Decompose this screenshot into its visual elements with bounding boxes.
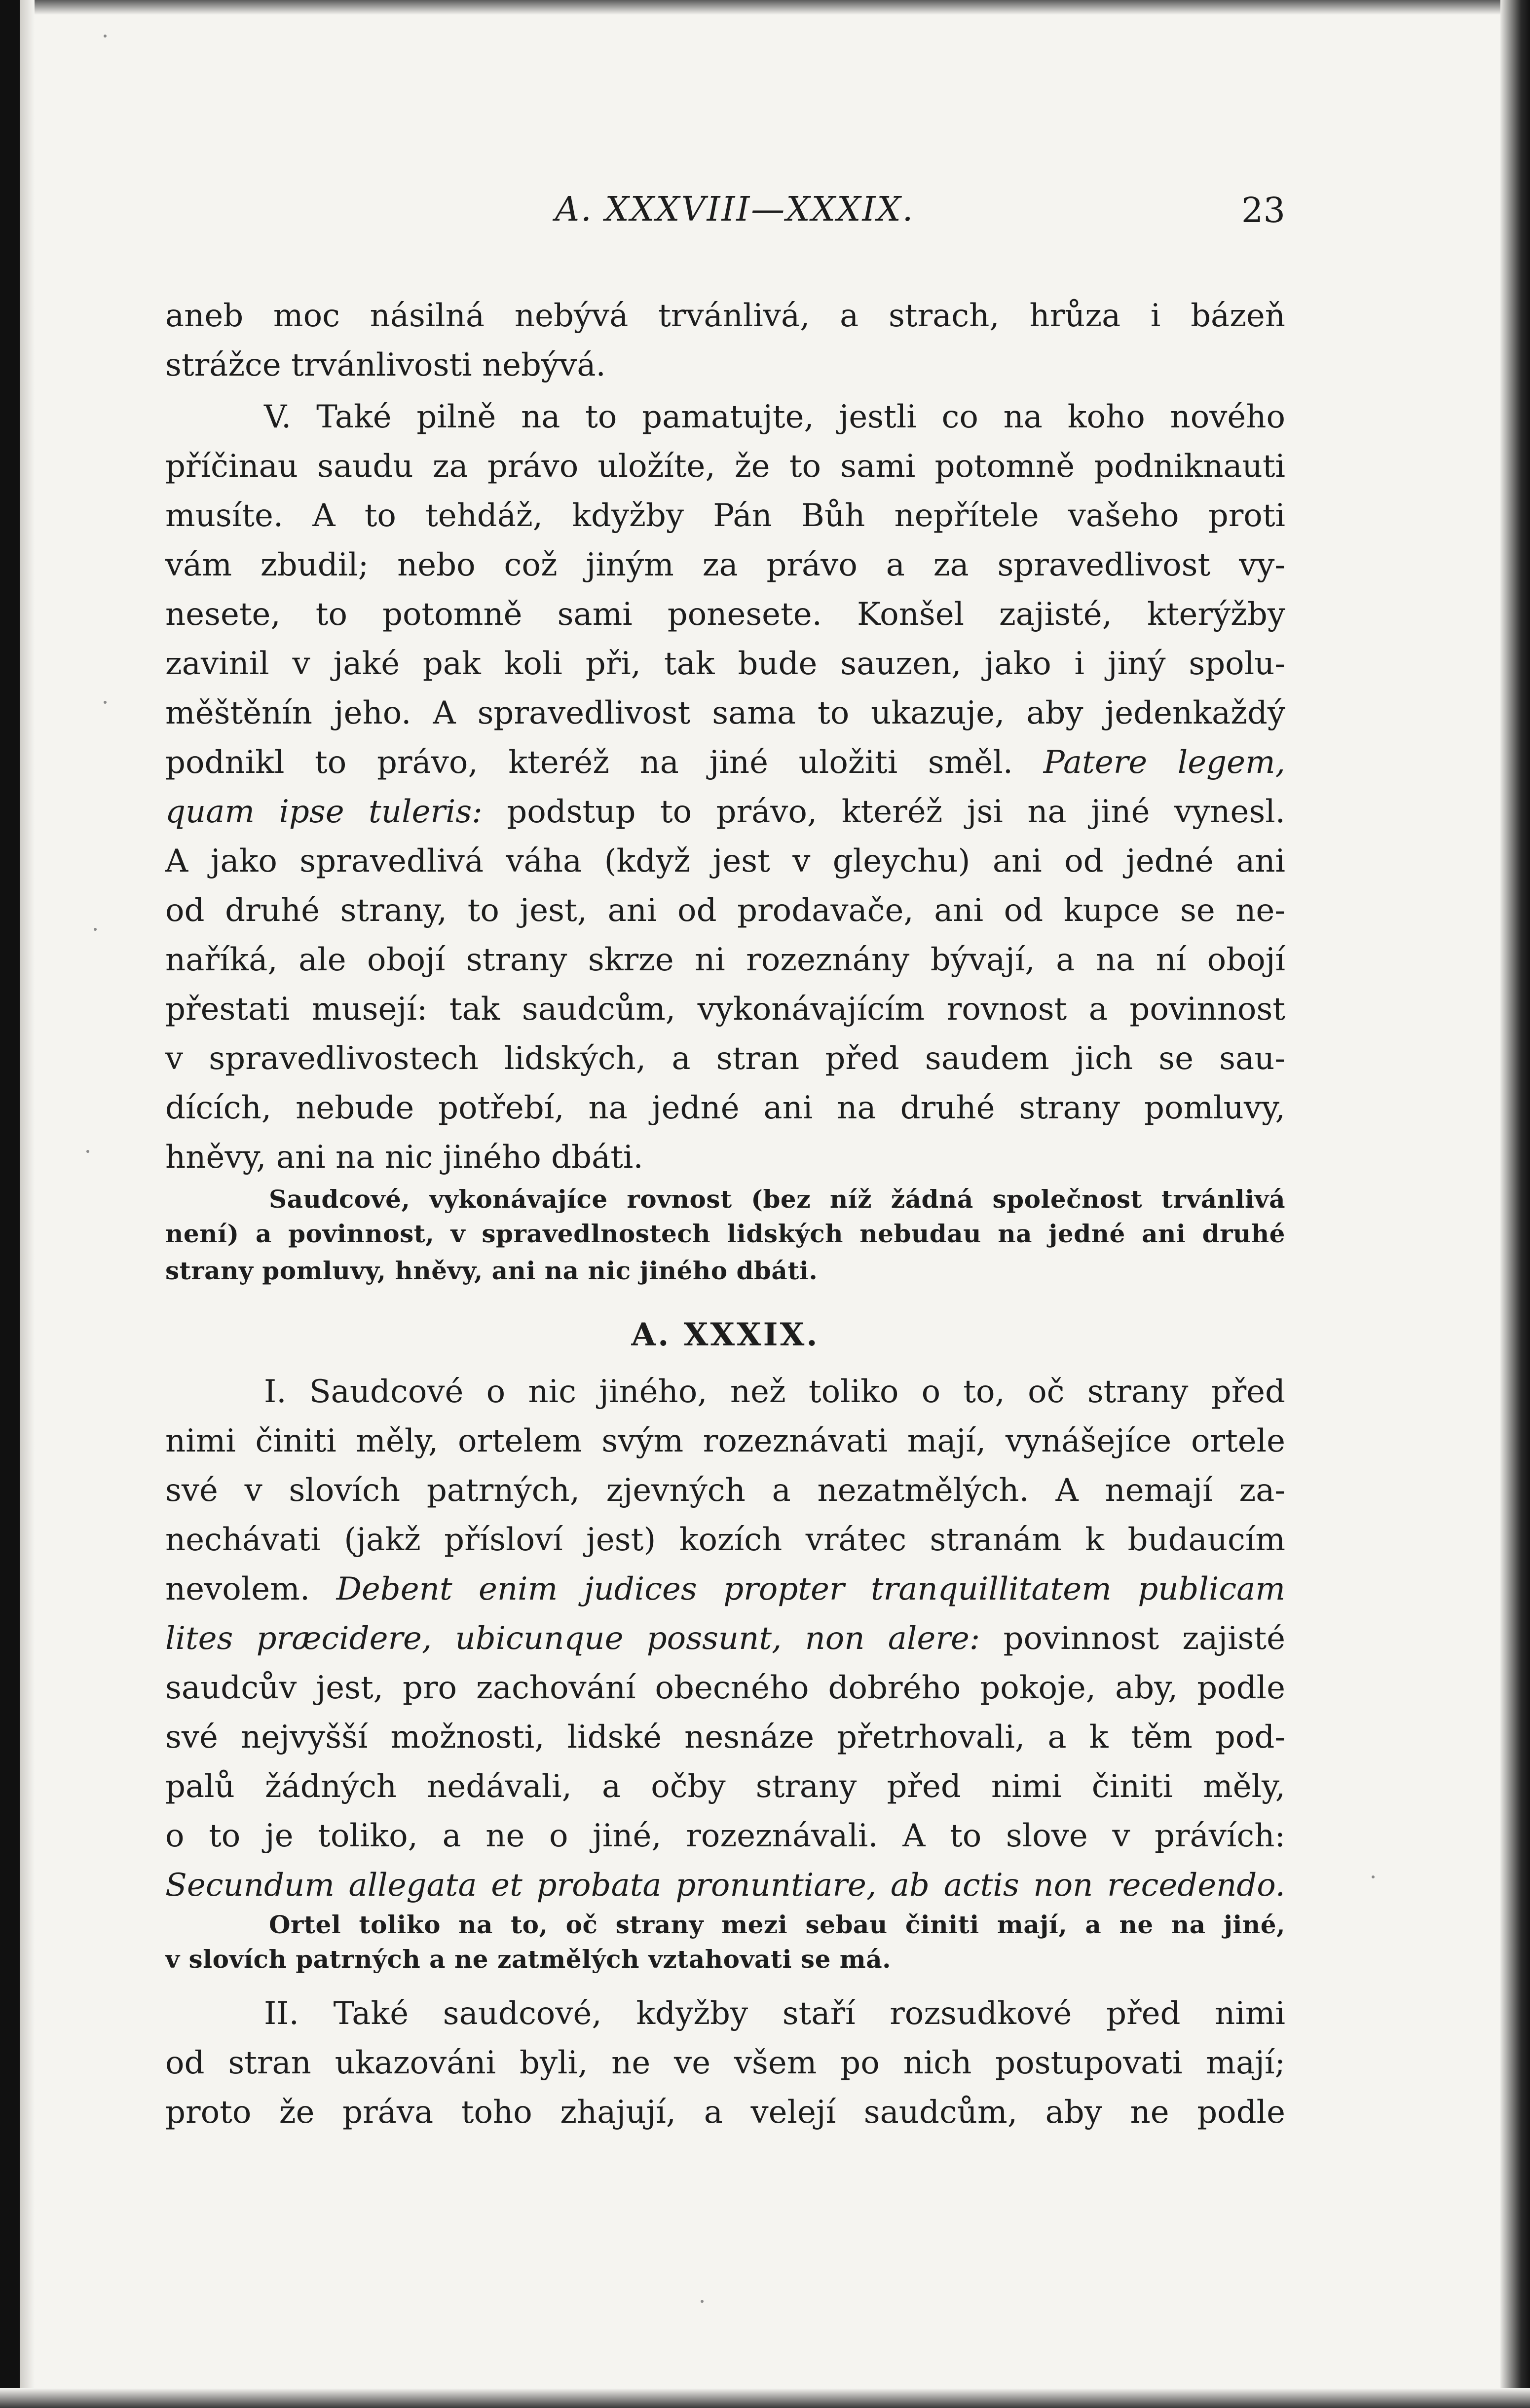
- scan-speck: [104, 701, 107, 704]
- body-line: zavinil v jaké pak koli při, tak bude sauzen, jako i jiný spolu-: [165, 646, 1285, 682]
- scan-top-edge: [0, 0, 1530, 15]
- latin-phrase: quam ipse tuleris:: [165, 794, 483, 830]
- body-line: proto že práva toho zhajují, a velejí saudcům, aby ne podle: [165, 2094, 1285, 2131]
- body-line: měštěnín jeho. A spravedlivost sama to ukazuje, aby jedenkaždý: [165, 695, 1285, 731]
- latin-line: Secundum allegata et probata pronuntiare, ab actis non recedendo.: [165, 1867, 1285, 1904]
- body-line: od druhé strany, to jest, ani od prodavače, ani od kupce se ne-: [165, 892, 1285, 929]
- body-line: V. Také pilně na to pamatujte, jestli co na koho nového: [264, 399, 1285, 435]
- page-number: 23: [1241, 190, 1285, 230]
- scan-speck: [1372, 1875, 1375, 1878]
- body-line: naříká, ale obojí strany skrze ni rozeznány bývají, a na ní obojí: [165, 942, 1285, 978]
- body-line: [165, 792, 1285, 832]
- summary-note-line: v slovích patrných a ne zatmělých vztahovati se má.: [165, 1945, 892, 1974]
- body-line: dících, nebude potřebí, na jedné ani na druhé strany pomluvy,: [165, 1090, 1285, 1126]
- scan-left-shadow: [20, 0, 35, 2408]
- scan-speck: [104, 35, 107, 38]
- body-line: přestati musejí: tak saudcům, vykonávajícím rovnost a povinnost: [165, 991, 1285, 1028]
- body-line: musíte. A to tehdáž, kdyžby Pán Bůh nepřítele vašeho proti: [165, 497, 1285, 534]
- body-line: nesete, to potomně sami ponesete. Konšel zajisté, kterýžby: [165, 596, 1285, 633]
- body-line: nimi činiti měly, ortelem svým rozeznávati mají, vynášejíce ortele: [165, 1423, 1285, 1459]
- section-heading: A. XXXIX.: [631, 1316, 820, 1353]
- body-line-text: podstup to právo, kteréž jsi na jiné vynesl.: [507, 794, 1286, 830]
- summary-note-line: Saudcové, vykonávajíce rovnost (bez níž žádná společnost trvánlivá: [269, 1185, 1285, 1214]
- scan-right-edge: [1500, 0, 1530, 2408]
- body-line: své v slovích patrných, zjevných a nezatmělých. A nemají za-: [165, 1472, 1285, 1509]
- body-line: [165, 743, 1285, 782]
- summary-note-line: není) a povinnost, v spravedlnostech lidských nebudau na jedné ani druhé: [165, 1219, 1285, 1248]
- running-head-title: A. XXXVIII—XXXIX.: [555, 190, 915, 229]
- latin-phrase: lites præcidere, ubicunque possunt, non alere:: [165, 1620, 980, 1657]
- body-line: od stran ukazováni byli, ne ve všem po nich postupovati mají;: [165, 2045, 1285, 2081]
- latin-phrase: Patere legem,: [1043, 744, 1286, 781]
- latin-phrase: Debent enim judices propter tranquillitatem publicam: [336, 1571, 1285, 1607]
- body-line: příčinau saudu za právo uložíte, že to sami potomně podniknauti: [165, 448, 1285, 485]
- scan-left-edge: [0, 0, 20, 2408]
- body-line: [165, 1569, 1285, 1609]
- body-line: hněvy, ani na nic jiného dbáti.: [165, 1139, 643, 1176]
- summary-note-line: Ortel toliko na to, oč strany mezi sebau činiti mají, a ne na jiné,: [269, 1910, 1285, 1939]
- summary-note-line: strany pomluvy, hněvy, ani na nic jiného dbáti.: [165, 1256, 818, 1285]
- body-line: aneb moc násilná nebývá trvánlivá, a strach, hrůza i bázeň: [165, 298, 1285, 334]
- scan-speck: [86, 1150, 89, 1153]
- body-line: strážce trvánlivosti nebývá.: [165, 347, 606, 383]
- body-line: saudcův jest, pro zachování obecného dobrého pokoje, aby, podle: [165, 1670, 1285, 1706]
- scan-speck: [94, 928, 97, 931]
- scan-bottom-edge: [0, 2388, 1530, 2408]
- body-line-text: povinnost zajisté: [1003, 1620, 1286, 1657]
- body-line: [165, 1619, 1285, 1658]
- body-line: palů žádných nedávali, a očby strany před nimi činiti měly,: [165, 1768, 1285, 1805]
- body-line-text: podnikl to právo, kteréž na jiné uložiti směl.: [165, 744, 1013, 781]
- running-head: [165, 190, 1285, 244]
- body-line: I. Saudcové o nic jiného, než toliko o to, oč strany před: [264, 1374, 1285, 1410]
- body-line: vám zbudil; nebo což jiným za právo a za spravedlivost vy-: [165, 547, 1285, 583]
- scan-speck: [701, 2300, 704, 2303]
- body-line: nechávati (jakž přísloví jest) kozích vrátec stranám k budaucím: [165, 1522, 1285, 1558]
- body-line-text: nevolem.: [165, 1571, 310, 1607]
- body-line: II. Také saudcové, kdyžby staří rozsudkové před nimi: [264, 1995, 1285, 2032]
- body-line: v spravedlivostech lidských, a stran před saudem jich se sau-: [165, 1040, 1285, 1077]
- body-line: své nejvyšší možnosti, lidské nesnáze přetrhovali, a k těm pod-: [165, 1719, 1285, 1756]
- body-line: A jako spravedlivá váha (když jest v gleychu) ani od jedné ani: [165, 843, 1285, 879]
- body-line: o to je toliko, a ne o jiné, rozeznávali. A to slove v právích:: [165, 1818, 1285, 1854]
